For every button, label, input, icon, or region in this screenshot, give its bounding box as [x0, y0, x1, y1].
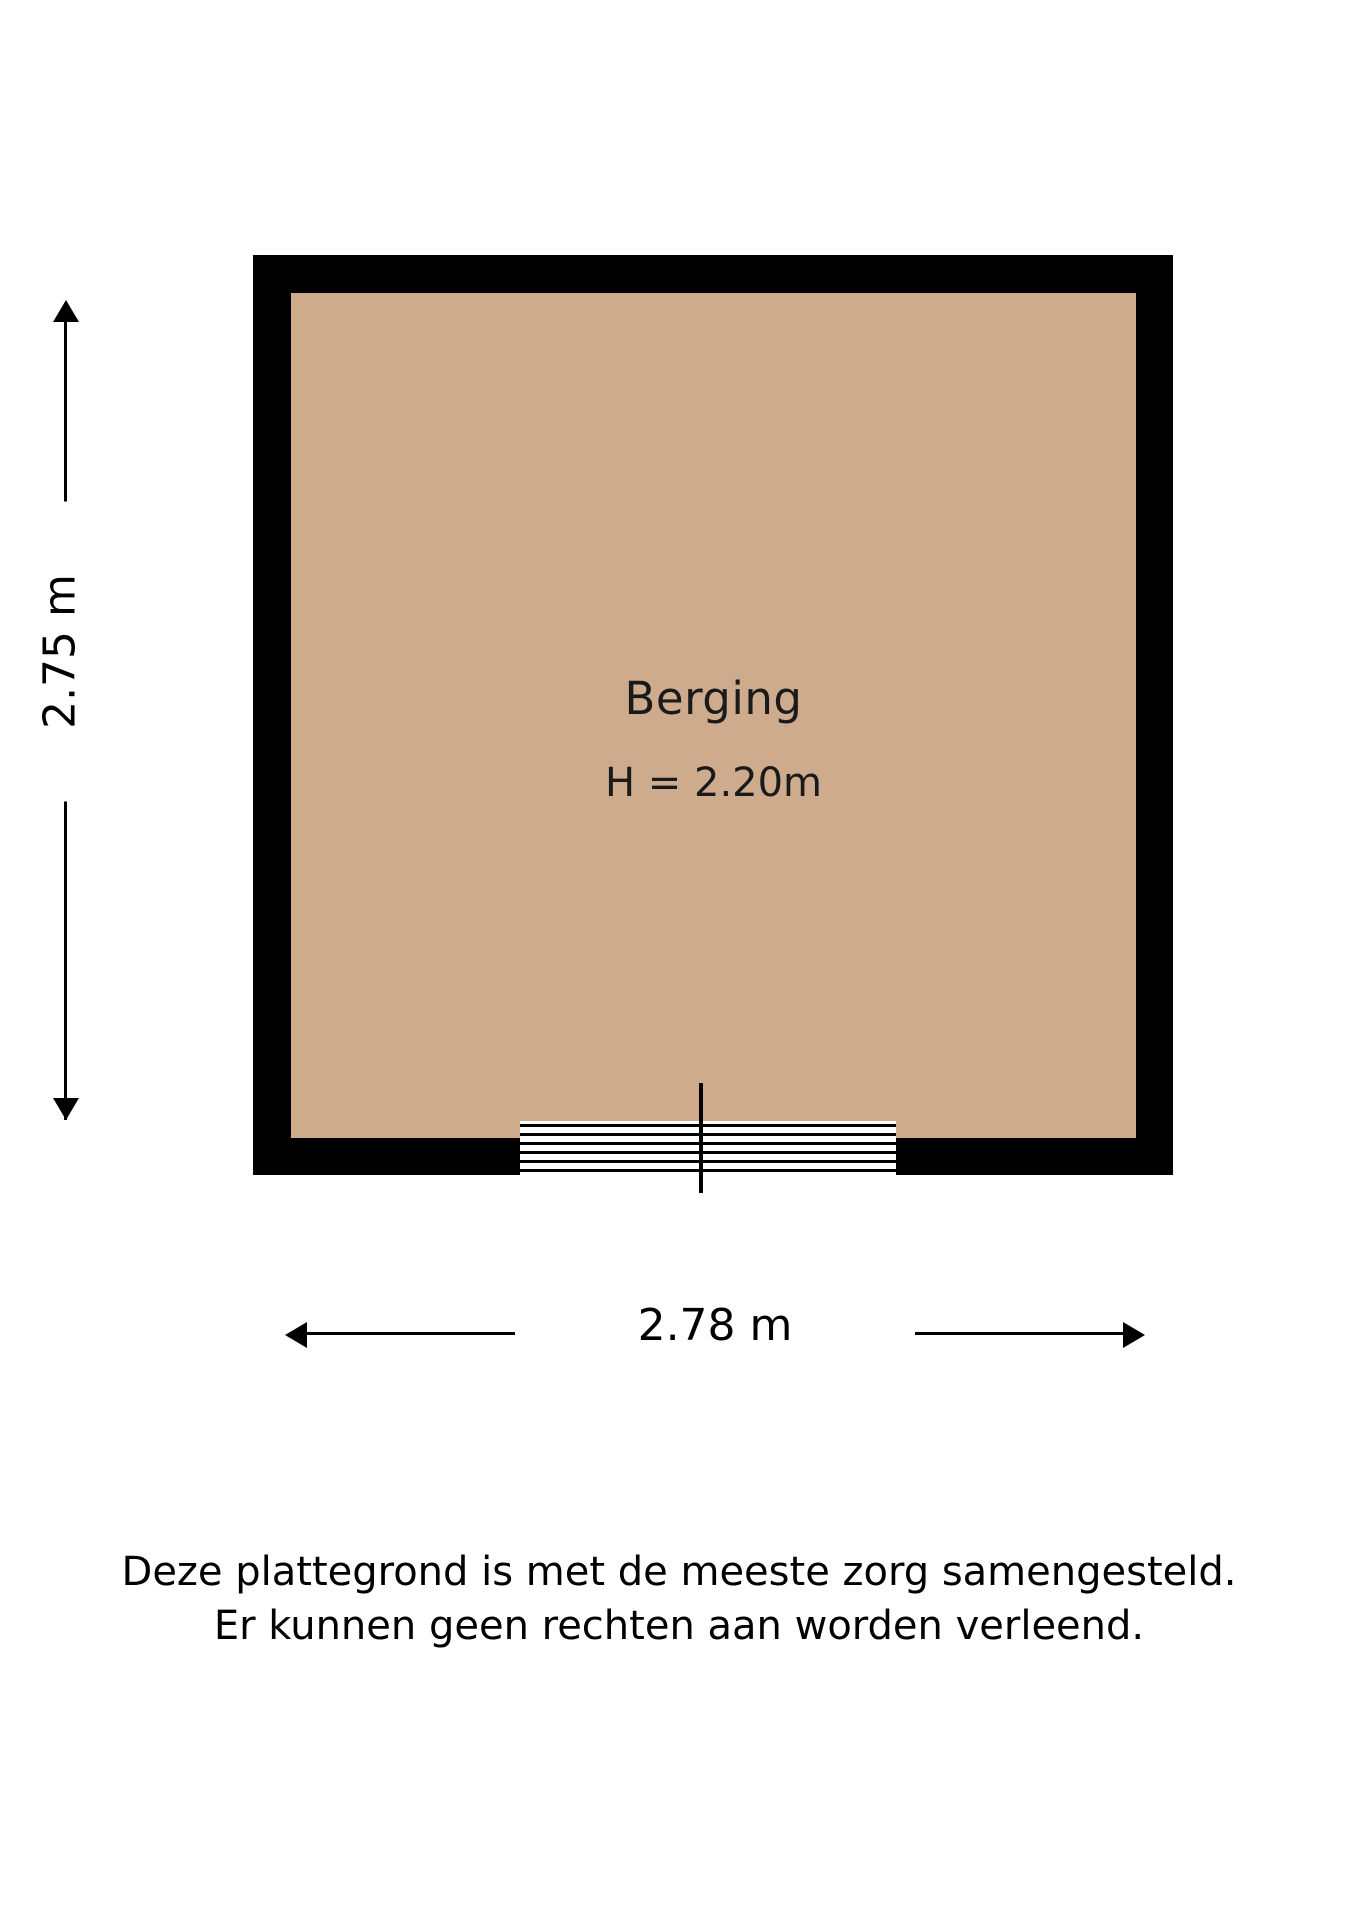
arrow-right-icon: [1123, 1322, 1145, 1348]
horizontal-dimension: [285, 1300, 1145, 1370]
horizontal-dimension-label: 2.78 m: [515, 1300, 915, 1351]
vertical-dimension: [20, 300, 110, 1130]
door-center-marker-icon: [699, 1083, 703, 1193]
vertical-dimension-label: 2.75 m: [29, 502, 92, 802]
arrow-down-icon: [53, 1098, 79, 1120]
disclaimer-line-2: Er kunnen geen rechten aan worden verleend.: [213, 1603, 1145, 1649]
room-name-label: Berging: [624, 672, 803, 725]
disclaimer-line-1: Deze plattegrond is met de meeste zorg samengesteld.: [121, 1549, 1237, 1595]
disclaimer: [0, 1545, 1358, 1653]
garage-door-icon: [520, 1124, 896, 1176]
arrow-left-icon: [285, 1322, 307, 1348]
room-height-label: H = 2.20m: [604, 760, 823, 806]
